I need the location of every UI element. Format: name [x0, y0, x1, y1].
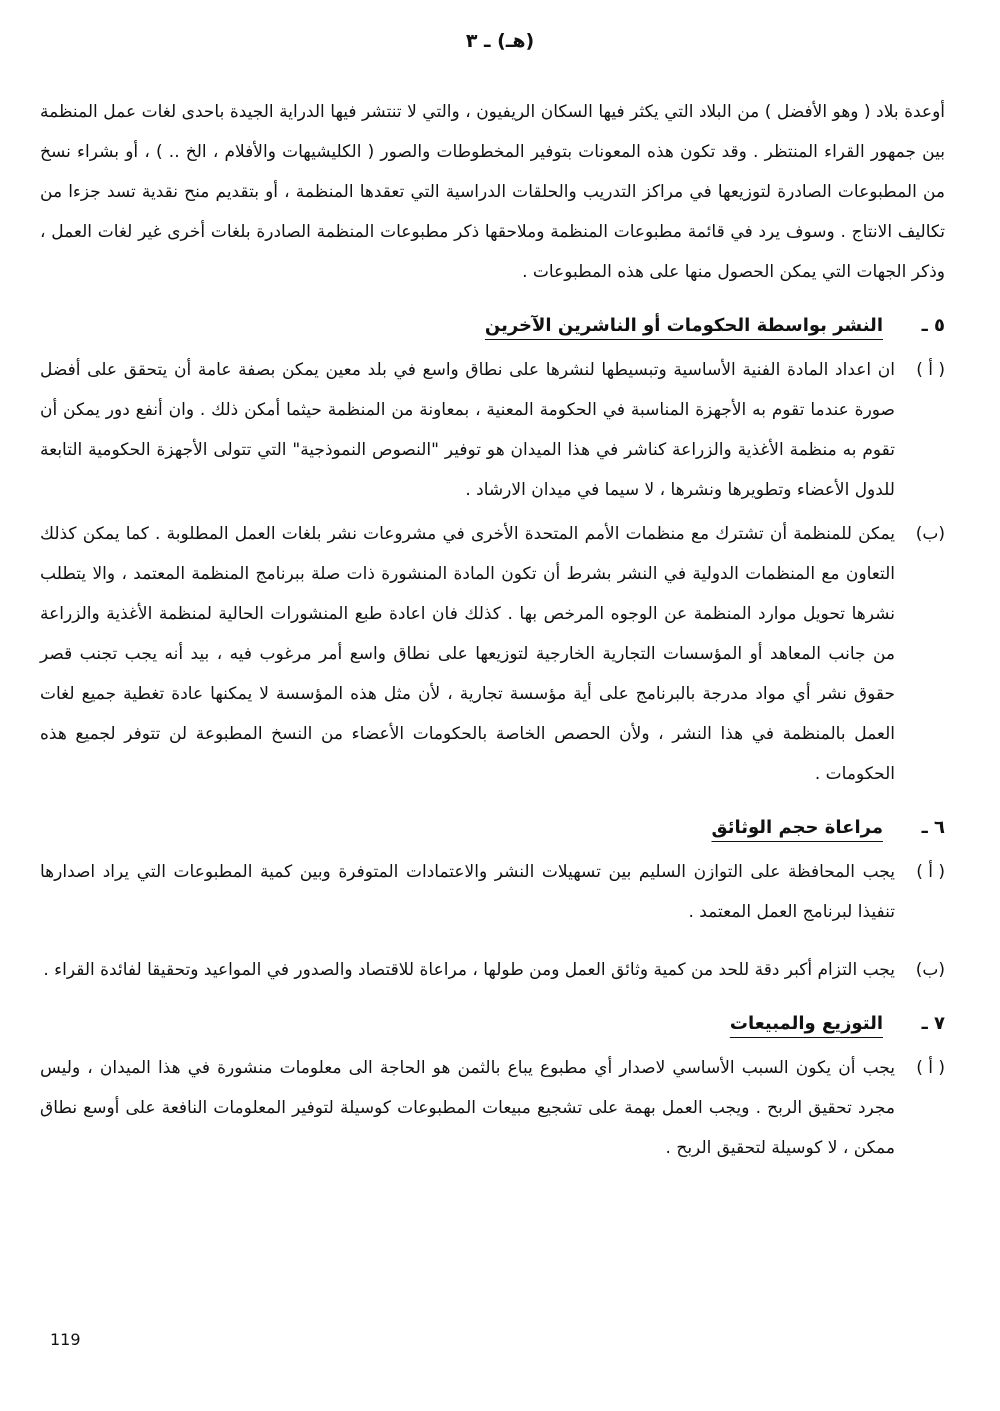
- section-7-title: التوزيع والمبيعات: [729, 1013, 883, 1034]
- section-6-item-a: [40, 852, 945, 932]
- section-6-item-b: [40, 950, 945, 990]
- section-6-heading: [40, 810, 945, 846]
- item-text: يجب المحافظة على التوازن السليم بين تسهيلات النشر والاعتمادات المتوفرة وبين كمية المطبوعات التي يراد اصدارها تنفيذا لبرنامج العمل المعتمد .: [40, 862, 895, 922]
- section-7-number: ٧ ـ: [921, 1013, 945, 1034]
- item-marker: ( أ ): [916, 360, 945, 380]
- item-text: يجب أن يكون السبب الأساسي لاصدار أي مطبوع يباع بالثمن هو الحاجة الى معلومات منشورة في هذا الميدان ، وليس مجرد تحقيق الربح . ويجب العمل بهمة على تشجيع مبيعات المطبوعات كوسيلة لتوفير المعلومات النافعة على أوسع نطاق ممكن ، لا كوسيلة لتحقيق الربح .: [40, 1058, 895, 1158]
- section-7-item-a: [40, 1048, 945, 1168]
- item-text: يمكن للمنظمة أن تشترك مع منظمات الأمم المتحدة الأخرى في مشروعات نشر بلغات العمل المطلوبة . كما يمكن كذلك التعاون مع المنظمات الدولية في النشر بشرط أن تكون المادة المنشورة ذات صلة ببرنامج المنظمة المعتمد ، والا يتطلب نشرها تحويل موارد المنظمة عن الوجوه المرخص بها . كذلك فان اعادة طبع المنشورات الحالية لمنظمة الأغذية والزراعة من جانب المعاهد أو المؤسسات التجارية الخارجية لتوزيعها على نطاق واسع أمر مرغوب فيه ، بيد أنه يجب تجنب قصر حقوق نشر أي مواد مدرجة بالبرنامج على أية مؤسسة تجارية ، لأن مثل هذه المؤسسة لا يمكنها عادة تغطية جميع لغات العمل بالمنظمة في هذا النشر ، ولأن الحصص الخاصة بالحكومات الأعضاء من النسخ المطبوعة لن تتوفر لجميع هذه الحكومات .: [40, 524, 895, 784]
- section-6-title: مراعاة حجم الوثائق: [711, 817, 883, 838]
- section-7-heading: [40, 1006, 945, 1042]
- document-body: [40, 92, 945, 1172]
- section-5-number: ٥ ـ: [921, 315, 945, 336]
- item-marker: ( أ ): [916, 862, 945, 882]
- section-5-title: النشر بواسطة الحكومات أو الناشرين الآخرين: [484, 315, 883, 336]
- item-text: ان اعداد المادة الفنية الأساسية وتبسيطها لنشرها على نطاق واسع في بلد معين يمكن بصفة عامة أن يتحقق على أفضل صورة عندما تقوم به الأجهزة المناسبة في الحكومة المعنية ، بمعاونة من المنظمة حيثما أمكن ذلك . وان أنفع دور يمكن أن تقوم به منظمة الأغذية والزراعة كناشر في هذا الميدان هو توفير "النصوص النموذجية" التي تتولى الأجهزة الحكومية التابعة للدول الأعضاء وتطويرها ونشرها ، لا سيما في ميدان الارشاد .: [40, 360, 895, 500]
- intro-paragraph: أوعدة بلاد ( وهو الأفضل ) من البلاد التي يكثر فيها السكان الريفيون ، والتي لا تنتشر فيها الدراية الجيدة باحدى لغات عمل المنظمة بين جمهور القراء المنتظر . وقد تكون هذه المعونات بتوفير المخطوطات والصور ( الكليشيهات والأفلام ، الخ .. ) ، أو بشراء نسخ من المطبوعات الصادرة لتوزيعها في مراكز التدريب والحلقات الدراسية التي تعقدها المنظمة ، أو بتقديم منح نقدية تسد جزءا من تكاليف الانتاج . وسوف يرد في قائمة مطبوعات المنظمة وملاحقها ذكر مطبوعات المنظمة الصادرة بلغات أخرى غير لغات العمل ، وذكر الجهات التي يمكن الحصول منها على هذه المطبوعات .: [40, 102, 945, 282]
- section-5-item-a: [40, 350, 945, 510]
- section-6-number: ٦ ـ: [921, 817, 945, 838]
- item-marker: ( أ ): [916, 1058, 945, 1078]
- item-marker: (ب): [915, 960, 945, 980]
- section-5-item-b: [40, 514, 945, 794]
- item-marker: (ب): [915, 524, 945, 544]
- item-text: يجب التزام أكبر دقة للحد من كمية وثائق العمل ومن طولها ، مراعاة للاقتصاد والصدور في المواعيد وتحقيقا لفائدة القراء .: [43, 960, 895, 980]
- page-number: 119: [50, 1330, 81, 1349]
- page-header-label: (هـ) ـ ٣: [465, 30, 535, 52]
- section-5-heading: [40, 308, 945, 344]
